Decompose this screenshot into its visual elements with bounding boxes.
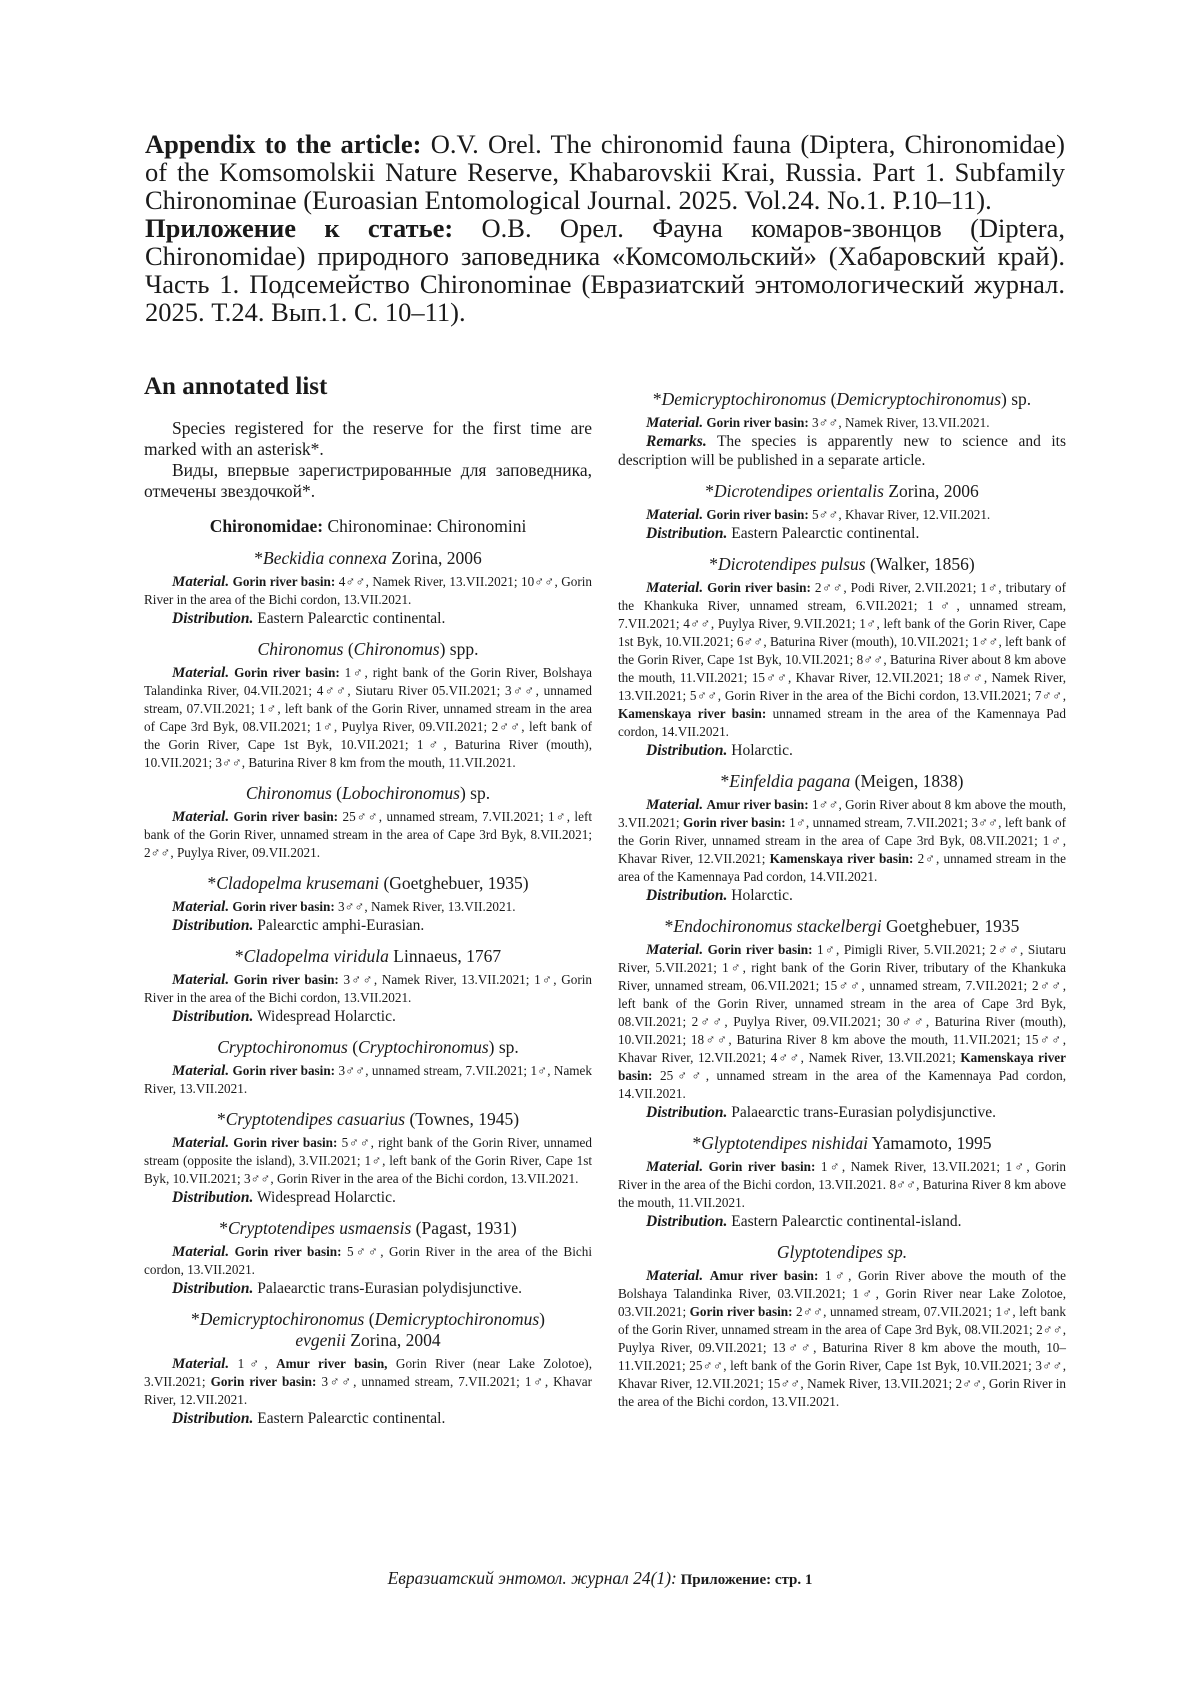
- distribution-detail: Widespread Holarctic.: [257, 1008, 396, 1025]
- basin-label: Kamenskaya river basin:: [618, 706, 767, 721]
- asterisk: *: [720, 771, 730, 791]
- species-entry: [144, 1037, 592, 1098]
- right-column: [618, 378, 1066, 1411]
- species-epithet: evgenii: [295, 1330, 346, 1350]
- distribution-label: Distribution.: [646, 887, 728, 904]
- material-text: [618, 1158, 1066, 1212]
- material-detail: Gorin River (near Lake Zolotoe), 3.VII.2021;: [144, 1356, 592, 1389]
- material-detail: 5♂♂, Gorin River in the area of the Bichi cordon, 13.VII.2021.: [144, 1244, 592, 1277]
- species-author: (Meigen, 1838): [850, 771, 964, 791]
- species-name: Cryptotendipes usmaensis: [228, 1218, 412, 1238]
- distribution-text: [618, 524, 1066, 543]
- species-heading: [144, 1309, 592, 1351]
- paren-open: (: [826, 389, 837, 409]
- distribution-label: Distribution.: [172, 1189, 254, 1206]
- basin-label: Gorin river basin:: [232, 1063, 336, 1078]
- distribution-text: [618, 1103, 1066, 1122]
- subgenus-name: Cryptochironomus: [358, 1037, 489, 1057]
- family-heading: [144, 516, 592, 537]
- species-author: sp.: [465, 783, 491, 803]
- material-label: Material.: [172, 1356, 230, 1372]
- basin-label: Gorin river basin:: [232, 899, 335, 914]
- species-heading: [618, 554, 1066, 575]
- distribution-detail: Holarctic.: [731, 742, 793, 759]
- distribution-label: Distribution.: [646, 525, 728, 542]
- basin-label: Gorin river basin:: [707, 580, 811, 595]
- species-entry: [618, 481, 1066, 543]
- material-label: Material.: [646, 942, 704, 958]
- species-heading: [618, 389, 1066, 410]
- distribution-detail: Eastern Palearctic continental.: [257, 610, 446, 627]
- asterisk: *: [664, 916, 674, 936]
- material-label: Material.: [172, 1063, 230, 1079]
- species-heading: [144, 1218, 592, 1239]
- paren-close: ): [488, 1037, 495, 1057]
- species-entry: [144, 1109, 592, 1207]
- species-author: Zorina, 2006: [386, 548, 482, 568]
- remarks-detail: The species is apparently new to science and its description will be published in a separate article.: [618, 433, 1066, 469]
- material-label: Material.: [172, 1244, 230, 1260]
- material-text: [144, 1243, 592, 1279]
- species-entry: [144, 548, 592, 628]
- distribution-label: Distribution.: [172, 1280, 254, 1297]
- distribution-detail: Eastern Palearctic continental.: [257, 1410, 446, 1427]
- species-author: (Walker, 1856): [865, 554, 975, 574]
- species-author: spp.: [445, 639, 479, 659]
- subgenus-name: Chironomus: [353, 639, 440, 659]
- distribution-label: Distribution.: [172, 610, 254, 627]
- species-name: Dicrotendipes orientalis: [714, 481, 884, 501]
- basin-label: Gorin river basin:: [233, 809, 339, 824]
- species-heading: [144, 783, 592, 804]
- material-detail: 5♂♂, Khavar River, 12.VII.2021.: [808, 507, 991, 522]
- material-detail: 1♂♂, Gorin River about 8 km above the mouth, 3.VII.2021;: [618, 797, 1066, 830]
- species-name: Dicrotendipes pulsus: [717, 554, 866, 574]
- material-detail: 1♂, Gorin River above the mouth of the Bolshaya Talandinka River, 03.VII.2021; 1♂, Gorin River near Lake Zolotoe, 03.VII.2021;: [618, 1268, 1067, 1319]
- footer-journal: Евразиатский энтомол. журнал 24(1):: [387, 1568, 677, 1588]
- material-text: [144, 1062, 592, 1098]
- species-entry: [618, 554, 1066, 760]
- material-label: Material.: [172, 972, 230, 988]
- basin-label: Gorin river basin:: [233, 1135, 338, 1150]
- asterisk: *: [254, 548, 264, 568]
- intro-english: Species registered for the reserve for the first time are marked with an asterisk*.: [144, 418, 592, 459]
- asterisk: *: [234, 946, 244, 966]
- distribution-label: Distribution.: [172, 917, 254, 934]
- distribution-text: [144, 1409, 592, 1428]
- species-heading: [144, 1109, 592, 1130]
- basin-label: Gorin river basin:: [707, 942, 813, 957]
- asterisk: *: [191, 1309, 200, 1329]
- species-author: Goetghebuer, 1935: [881, 916, 1020, 936]
- paren-open: (: [343, 639, 354, 659]
- basin-label: Amur river basin:: [709, 1268, 819, 1283]
- distribution-text: [618, 1212, 1066, 1231]
- species-heading: [618, 481, 1066, 502]
- material-detail: 2♂♂, unnamed stream, 07.VII.2021; 1♂, left bank of the Gorin River, unnamed stream in the area of Cape 3rd Byk, 08.VII.2021; 2♂♂, Puylya River, 09.VII.2021; 13♂♂, Baturina River 8 km above the mouth, 10–11.VII.2021; 25♂♂, left bank of the Gorin River, Cape 1st Byk, 10.VII.2021; 3♂♂, Khavar River, 12.VII.2021; 15♂♂, Namek River, 13.VII.2021; 2♂♂, Gorin River in the area of the Bichi cordon, 13.VII.2021.: [618, 1304, 1066, 1409]
- paren-open: (: [347, 1037, 359, 1057]
- distribution-text: [144, 1279, 592, 1298]
- page-footer: [0, 1568, 1200, 1589]
- basin-label: Gorin river basin:: [708, 1159, 816, 1174]
- distribution-detail: Eastern Palearctic continental.: [731, 525, 920, 542]
- species-author: sp.: [494, 1037, 519, 1057]
- basin-label: Gorin river basin:: [233, 972, 339, 987]
- species-heading: [144, 548, 592, 569]
- distribution-label: Distribution.: [172, 1410, 254, 1427]
- distribution-detail: Palaearctic trans-Eurasian polydisjunctive.: [731, 1104, 996, 1121]
- material-text: [618, 414, 1066, 432]
- basin-label: Kamenskaya river basin:: [769, 851, 914, 866]
- species-entry: [144, 873, 592, 935]
- material-label: Material.: [172, 1135, 230, 1151]
- species-entry: [618, 1242, 1066, 1411]
- material-detail: 25♂♂, unnamed stream in the area of the Kamennaya Pad cordon, 14.VII.2021.: [618, 1068, 1066, 1101]
- distribution-text: [144, 916, 592, 935]
- species-author: Zorina, 2004: [345, 1330, 441, 1350]
- subgenus-name: Demicryptochironomus: [374, 1309, 540, 1329]
- subgenus-name: Demicryptochironomus: [836, 389, 1002, 409]
- asterisk: *: [705, 481, 714, 501]
- subgenus-name: Lobochironomus: [341, 783, 460, 803]
- species-name: Cladopelma krusemani: [216, 873, 380, 893]
- species-name: Beckidia connexa: [263, 548, 387, 568]
- paren-close: ): [439, 639, 446, 659]
- remarks-label: Remarks.: [646, 433, 707, 450]
- material-detail: 1♂, Pimigli River, 5.VII.2021; 2♂♂, Siutaru River, 5.VII.2021; 1♂, right bank of the Gorin River, tributary of the Khankuka River, unnamed stream, 06.VII.2021; 15♂♂, unnamed stream, 7.VII.2021; 2♂♂, left bank of the Gorin River, unnamed stream in the area of Cape 3rd Byk, 08.VII.2021; 2♂♂, Puylya River, 09.VII.2021; 30♂♂, Baturina River (mouth), 10.VII.2021; 18♂♂, Baturina River 8 km above the mouth, 11.VII.2021; 15♂♂, Khavar River, 12.VII.2021; 4♂♂, Namek River, 13.VII.2021;: [618, 942, 1066, 1065]
- species-name: Glyptotendipes nishidai: [701, 1133, 868, 1153]
- left-species-list: [144, 548, 592, 1428]
- paren-open: (: [364, 1309, 375, 1329]
- material-detail: 3♂♂, Namek River, 13.VII.2021; 1♂, Gorin River in the area of the Bichi cordon, 13.VII.2021.: [144, 972, 593, 1005]
- asterisk: *: [692, 1133, 702, 1153]
- species-author: (Pagast, 1931): [411, 1218, 517, 1238]
- material-label: Material.: [646, 797, 704, 813]
- material-label: Material.: [172, 574, 230, 590]
- material-label: Material.: [646, 415, 704, 431]
- distribution-label: Distribution.: [646, 1213, 728, 1230]
- material-detail: 1♂,: [237, 1356, 277, 1371]
- distribution-text: [618, 741, 1066, 760]
- species-heading: [144, 873, 592, 894]
- species-author: Zorina, 2006: [883, 481, 979, 501]
- asterisk: *: [207, 873, 217, 893]
- material-detail: 3♂♂, unnamed stream, 7.VII.2021; 1♂, Namek River, 13.VII.2021.: [144, 1063, 593, 1096]
- distribution-detail: Palaearctic trans-Eurasian polydisjunctive.: [257, 1280, 522, 1297]
- header-english-label: Appendix to the article:: [145, 129, 422, 159]
- left-column: [144, 372, 592, 1428]
- distribution-text: [618, 886, 1066, 905]
- section-title: An annotated list: [144, 373, 328, 400]
- material-label: Material.: [646, 507, 704, 523]
- article-header: [145, 130, 1065, 326]
- material-detail: unnamed stream in the area of the Kamennaya Pad cordon, 14.VII.2021.: [618, 706, 1066, 739]
- distribution-label: Distribution.: [646, 742, 728, 759]
- species-author: sp.: [1006, 389, 1032, 409]
- species-entry: [144, 1309, 592, 1428]
- basin-label: Gorin river basin:: [706, 415, 809, 430]
- paren-open: (: [331, 783, 342, 803]
- material-label: Material.: [646, 1159, 704, 1175]
- species-name: Chironomus: [245, 783, 332, 803]
- material-text: [618, 796, 1066, 886]
- distribution-text: [144, 1007, 592, 1026]
- species-entry: [618, 916, 1066, 1122]
- species-author: (Goetghebuer, 1935): [379, 873, 529, 893]
- distribution-label: Distribution.: [172, 1008, 254, 1025]
- material-text: [144, 971, 592, 1007]
- species-entry: [144, 783, 592, 862]
- material-detail: 3♂♂, Namek River, 13.VII.2021.: [334, 899, 516, 914]
- paren-close: ): [539, 1309, 545, 1329]
- distribution-detail: Widespread Holarctic.: [257, 1189, 396, 1206]
- paren-close: ): [1001, 389, 1007, 409]
- species-heading: [144, 639, 592, 660]
- material-detail: 4♂♂, Namek River, 13.VII.2021; 10♂♂, Gorin River in the area of the Bichi cordon, 13.VII.2021.: [144, 574, 593, 607]
- header-russian: [145, 214, 1065, 326]
- right-species-list: [618, 389, 1066, 1411]
- header-english: [145, 130, 1065, 214]
- distribution-text: [144, 609, 592, 628]
- material-detail: 2♂♂, Podi River, 2.VII.2021; 1♂, tributary of the Khankuka River, unnamed stream, 6.VII.2021; 1♂, unnamed stream, 7.VII.2021; 4♂♂, Puylya River, 9.VII.2021; 1♂, left bank of the Gorin River, Cape 1st Byk, 10.VII.2021; 6♂♂, Baturina River (mouth), 10.VII.2021; 1♂♂, left bank of the Gorin River, Cape 1st Byk, 10.VII.2021; 8♂♂, Baturina River about 8 km above the mouth, 11.VII.2021; 15♂♂, Khavar River, 12.VII.2021; 18♂♂, Namek River, 13.VII.2021; 5♂♂, Gorin River in the area of the Bichi cordon, 13.VII.2021; 7♂♂,: [618, 580, 1067, 703]
- asterisk: *: [216, 1109, 226, 1129]
- basin-label: Gorin river basin:: [210, 1374, 317, 1389]
- footer-page: Приложение: стр. 1: [676, 1572, 813, 1588]
- species-author: (Townes, 1945): [405, 1109, 520, 1129]
- species-name: Demicryptochironomus: [661, 389, 827, 409]
- distribution-detail: Palearctic amphi-Eurasian.: [257, 917, 425, 934]
- species-heading: [618, 1242, 1066, 1263]
- material-text: [144, 808, 592, 862]
- asterisk: *: [652, 389, 662, 409]
- species-name: Cryptochironomus: [217, 1037, 348, 1057]
- basin-label: Gorin river basin:: [232, 574, 336, 589]
- basin-label: Gorin river basin:: [706, 507, 809, 522]
- distribution-label: Distribution.: [646, 1104, 728, 1121]
- species-name: Chironomus: [257, 639, 344, 659]
- species-heading: [618, 916, 1066, 937]
- material-detail: 3♂♂, unnamed stream, 7.VII.2021; 1♂, Khavar River, 12.VII.2021.: [144, 1374, 592, 1407]
- basin-label: Gorin river basin:: [689, 1304, 793, 1319]
- paren-close: ): [459, 783, 466, 803]
- asterisk: *: [709, 554, 718, 574]
- species-name: Einfeldia pagana: [729, 771, 851, 791]
- distribution-detail: Eastern Palearctic continental-island.: [731, 1213, 962, 1230]
- family-rest: Chironominae: Chironomini: [323, 516, 527, 536]
- species-author: sp.: [882, 1242, 908, 1262]
- distribution-text: [144, 1188, 592, 1207]
- material-label: Material.: [172, 899, 230, 915]
- material-label: Material.: [646, 1268, 704, 1284]
- material-text: [144, 1355, 592, 1409]
- material-detail: 5♂♂, right bank of the Gorin River, unnamed stream (opposite the island), 3.VII.2021; 1♂, left bank of the Gorin River, Cape 1st Byk, 10.VII.2021; 3♂♂, Gorin River in the area of the Bichi cordon, 13.VII.2021.: [144, 1135, 593, 1186]
- material-text: [618, 941, 1066, 1103]
- intro-russian: Виды, впервые зарегистрированные для заповедника, отмечены звездочкой*.: [144, 460, 592, 501]
- species-name: Cladopelma viridula: [243, 946, 389, 966]
- asterisk: *: [219, 1218, 228, 1238]
- species-entry: [144, 946, 592, 1026]
- basin-label: Gorin river basin:: [683, 815, 786, 830]
- material-text: [144, 573, 592, 609]
- species-entry: [618, 389, 1066, 470]
- species-heading: [618, 771, 1066, 792]
- species-heading: [618, 1133, 1066, 1154]
- material-text: [144, 898, 592, 916]
- basin-label: Gorin river basin:: [234, 1244, 342, 1259]
- family-label: Chironomidae:: [209, 516, 324, 536]
- material-detail: 1♂, right bank of the Gorin River, Bolshaya Talandinka River, 04.VII.2021; 4♂♂, Siutaru River 05.VII.2021; 3♂♂, unnamed stream, 07.VII.2021; 1♂, left bank of the Gorin River, unnamed stream in the area of Cape 3rd Byk, 08.VII.2021; 1♂, Puylya River, 09.VII.2021; 2♂♂, left bank of the Gorin River, Cape 1st Byk, 10.VII.2021; 1♂, Baturina River (mouth), 10.VII.2021; 3♂♂, Baturina River 8 km from the mouth, 11.VII.2021.: [144, 665, 593, 770]
- material-text: [144, 1134, 592, 1188]
- species-entry: [144, 639, 592, 772]
- remarks-text: [618, 432, 1066, 470]
- species-name: Glyptotendipes: [776, 1242, 883, 1262]
- material-label: Material.: [646, 580, 704, 596]
- header-russian-text: О.В. Орел. Фауна комаров-звонцов (Diptera, Chironomidae) природного заповедника «Комсомольский» (Хабаровский край). Часть 1. Подсемейство Chironominae (Евразиатский энтомологический журнал. 2025. Т.24. Вып.1. С. 10–11).: [145, 213, 1066, 327]
- species-author: Yamamoto, 1995: [868, 1133, 992, 1153]
- species-name: Demicryptochironomus: [199, 1309, 365, 1329]
- header-english-text: O.V. Orel. The chironomid fauna (Diptera, Chironomidae) of the Komsomolskii Nature Reserve, Khabarovskii Krai, Russia. Part 1. Subfamily Chironominae (Euroasian Entomological Journal. 2025. Vol.24. No.1. P.10–11).: [145, 129, 1065, 215]
- species-entry: [144, 1218, 592, 1298]
- species-entry: [618, 1133, 1066, 1231]
- material-text: [144, 664, 592, 772]
- species-name: Endochironomus stackelbergi: [673, 916, 882, 936]
- basin-label: Amur river basin:: [706, 797, 809, 812]
- species-heading: [144, 1037, 592, 1058]
- distribution-detail: Holarctic.: [731, 887, 793, 904]
- species-entry: [618, 771, 1066, 905]
- material-text: [618, 1267, 1066, 1411]
- species-name: Cryptotendipes casuarius: [225, 1109, 406, 1129]
- material-text: [618, 579, 1066, 741]
- material-detail: 25♂♂, unnamed stream, 7.VII.2021; 1♂, left bank of the Gorin River, unnamed stream in the area of Cape 3rd Byk, 8.VII.2021; 2♂♂, Puylya River, 09.VII.2021.: [144, 809, 592, 860]
- material-detail: 1♂, Namek River, 13.VII.2021; 1♂, Gorin River in the area of the Bichi cordon, 13.VII.2021. 8♂♂, Baturina River 8 km above the mouth, 11.VII.2021.: [618, 1159, 1067, 1210]
- basin-label: Gorin river basin:: [234, 665, 340, 680]
- material-label: Material.: [172, 809, 230, 825]
- basin-label: Kamenskaya river basin:: [618, 1050, 1066, 1083]
- basin-label: Amur river basin,: [276, 1356, 388, 1371]
- material-label: Material.: [172, 665, 230, 681]
- header-russian-label: Приложение к статье:: [145, 213, 454, 243]
- species-author: Linnaeus, 1767: [388, 946, 502, 966]
- material-detail: 2♂, unnamed stream in the area of the Kamennaya Pad cordon, 14.VII.2021.: [618, 851, 1066, 884]
- species-heading: [144, 946, 592, 967]
- material-text: [618, 506, 1066, 524]
- material-detail: 1♂, unnamed stream, 7.VII.2021; 3♂♂, left bank of the Gorin River, unnamed stream in the area of Cape 3rd Byk, 08.VII.2021; 1♂, Khavar River, 12.VII.2021;: [618, 815, 1067, 866]
- material-detail: 3♂♂, Namek River, 13.VII.2021.: [808, 415, 990, 430]
